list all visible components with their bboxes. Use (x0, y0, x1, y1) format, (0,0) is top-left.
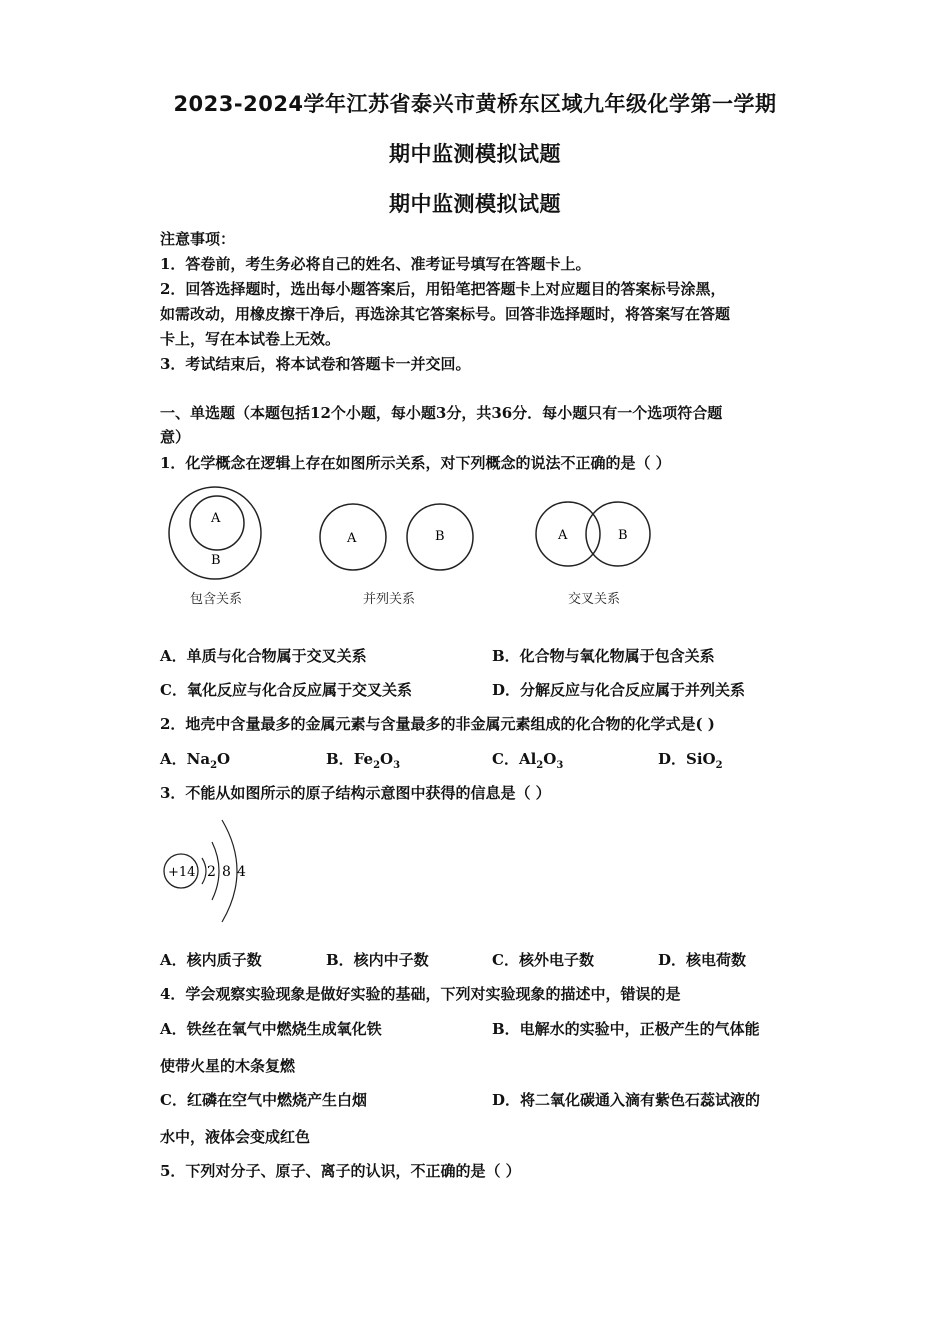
q4-option-d-line2: 水中，液体会变成红色 (160, 1128, 311, 1146)
title-line-1: 2023-2024学年江苏省泰兴市黄桥东区域九年级化学第一学期 (173, 92, 777, 116)
q1-option-c: C．氧化反应与化合反应属于交叉关系 (160, 681, 412, 699)
q1-option-a: A．单质与化合物属于交叉关系 (160, 647, 367, 665)
cross-circle-a (536, 502, 600, 566)
title-line-3: 期中监测模拟试题 (389, 192, 561, 216)
q2-option-a: A．$Na_2O$ (160, 750, 231, 771)
section-heading-a: 一、单选题（本题包括12个小题，每小题3分，共36分．每小题只有一个选项符合题 (160, 404, 723, 422)
q1-option-d: D．分解反应与化合反应属于并列关系 (492, 681, 746, 699)
shell-2-electrons: 8 (222, 864, 231, 880)
q2-option-c: C．$Al_2O_3$ (492, 750, 564, 771)
q1-stem: 1．化学概念在逻辑上存在如图所示关系，对下列概念的说法不正确的是（ ） (160, 454, 671, 472)
q4-option-a: A．铁丝在氧气中燃烧生成氧化铁 (160, 1020, 382, 1038)
q2-option-d: D．SiO$_2$ (658, 750, 723, 771)
nucleus-charge: +14 (168, 865, 196, 880)
q4-option-c: C．红磷在空气中燃烧产生白烟 (160, 1091, 367, 1109)
section-heading-b: 意） (160, 428, 191, 446)
shell-1-arc (202, 858, 206, 884)
atomic-structure-diagram (160, 812, 260, 930)
q4-option-b-line2: 使带火星的木条复燃 (160, 1057, 296, 1075)
contain-label-b: B (211, 553, 221, 568)
cross-label-b: B (618, 528, 628, 543)
q4-stem: 4．学会观察实验现象是做好实验的基础，下列对实验现象的描述中，错误的是 (160, 985, 681, 1003)
shell-3-electrons: 4 (237, 864, 246, 880)
q3-option-b: B．核内中子数 (326, 951, 429, 969)
title-line-2: 期中监测模拟试题 (389, 142, 561, 166)
shell-1-electrons: 2 (207, 864, 216, 880)
cross-label-a: A (558, 528, 568, 543)
parallel-label-b: B (435, 529, 445, 544)
q3-option-a: A．核内质子数 (160, 951, 262, 969)
notice-item-3: 3．考试结束后，将本试卷和答题卡一并交回。 (160, 355, 471, 373)
caption-contain: 包含关系 (190, 592, 243, 607)
q4-option-d-line1: D．将二氧化碳通入滴有紫色石蕊试液的 (492, 1091, 761, 1109)
q3-stem: 3．不能从如图所示的原子结构示意图中获得的信息是（ ） (160, 784, 551, 802)
caption-cross: 交叉关系 (568, 592, 621, 607)
parallel-label-a: A (347, 531, 357, 546)
q1-concept-diagram (160, 486, 680, 612)
q1-option-b: B．化合物与氧化物属于包含关系 (492, 647, 715, 665)
q3-option-c: C．核外电子数 (492, 951, 594, 969)
q2-option-b: B．$Fe_2O_3$ (326, 750, 401, 771)
caption-parallel: 并列关系 (363, 592, 416, 607)
notice-item-2a: 2．回答选择题时，选出每小题答案后，用铅笔把答题卡上对应题目的答案标号涂黑， (160, 280, 726, 298)
q3-option-d: D．核电荷数 (658, 951, 747, 969)
q5-stem: 5．下列对分子、原子、离子的认识，不正确的是（ ） (160, 1162, 521, 1180)
notice-item-2c: 卡上，写在本试卷上无效。 (160, 330, 341, 348)
contain-label-a: A (211, 511, 221, 526)
q2-stem: 2．地壳中含量最多的金属元素与含量最多的非金属元素组成的化合物的化学式是( ) (160, 715, 715, 733)
notice-item-1: 1．答卷前，考生务必将自己的姓名、准考证号填写在答题卡上。 (160, 255, 591, 273)
q4-option-b-line1: B．电解水的实验中，正极产生的气体能 (492, 1020, 760, 1038)
notice-item-2b: 如需改动，用橡皮擦干净后，再选涂其它答案标号。回答非选择题时，将答案写在答题 (160, 305, 731, 323)
notice-heading: 注意事项： (160, 230, 236, 248)
